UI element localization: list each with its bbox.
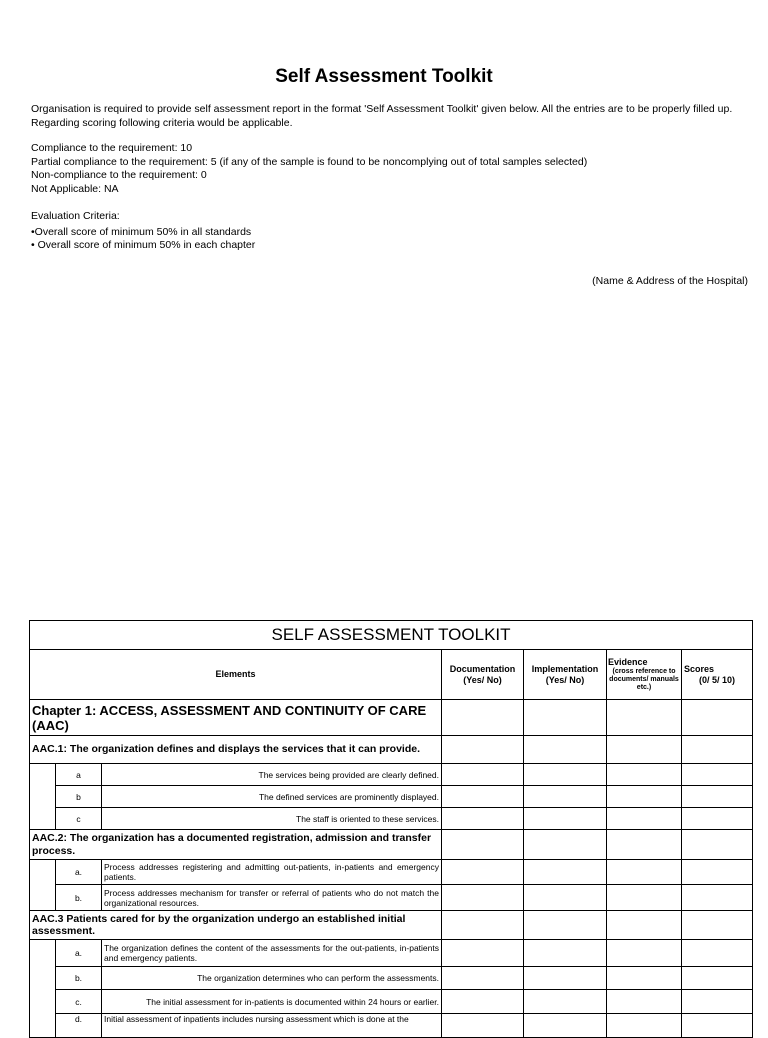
chapter-title: Chapter 1: ACCESS, ASSESSMENT AND CONTINUITY OF CARE (AAC) [30, 700, 442, 736]
element-row [30, 1014, 753, 1038]
header-scores: Scores (0/ 5/ 10) [682, 650, 753, 700]
evidence-cell[interactable] [607, 764, 682, 786]
header-documentation: Documentation (Yes/ No) [442, 650, 524, 700]
scoring-line: Compliance to the requirement: 10 [31, 142, 193, 154]
documentation-cell[interactable] [442, 830, 524, 860]
standard-title: AAC.1: The organization defines and displays the services that it can provide. [30, 736, 442, 764]
evidence-cell[interactable] [607, 860, 682, 885]
evidence-cell[interactable] [607, 808, 682, 830]
implementation-cell[interactable] [524, 967, 607, 990]
score-cell[interactable] [682, 990, 753, 1014]
standard-row [30, 911, 753, 940]
element-label: b. [56, 967, 102, 990]
chapter-row [30, 700, 753, 736]
scoring-line: Not Applicable: NA [31, 182, 119, 195]
evidence-cell[interactable] [607, 786, 682, 808]
element-row [30, 885, 753, 911]
evidence-cell[interactable] [607, 940, 682, 967]
score-cell[interactable] [682, 808, 753, 830]
element-row [30, 808, 753, 830]
element-label: b. [56, 885, 102, 911]
implementation-cell[interactable] [524, 830, 607, 860]
toolkit-title: SELF ASSESSMENT TOOLKIT [30, 621, 753, 650]
documentation-cell[interactable] [442, 786, 524, 808]
self-assessment-table [29, 620, 753, 1038]
score-cell[interactable] [682, 830, 753, 860]
documentation-cell[interactable] [442, 764, 524, 786]
scoring-criteria [31, 142, 587, 196]
score-cell[interactable] [682, 860, 753, 885]
evaluation-item: •Overall score of minimum 50% in all standards [31, 225, 252, 238]
indent-cell [30, 940, 56, 1038]
element-row [30, 860, 753, 885]
element-text: The organization defines the content of the assessments for the out-patients, in-patients and emergency patients. [102, 940, 442, 967]
implementation-cell[interactable] [524, 736, 607, 764]
score-cell[interactable] [682, 736, 753, 764]
evidence-cell[interactable] [607, 830, 682, 860]
implementation-cell[interactable] [524, 764, 607, 786]
element-text: The initial assessment for in-patients is documented within 24 hours or earlier. [102, 990, 442, 1014]
evidence-cell[interactable] [607, 885, 682, 911]
element-row [30, 940, 753, 967]
standard-title: AAC.3 Patients cared for by the organization undergo an established initial assessment. [30, 911, 442, 940]
element-label: b [56, 786, 102, 808]
documentation-cell[interactable] [442, 1014, 524, 1038]
implementation-cell[interactable] [524, 786, 607, 808]
element-text: The organization determines who can perform the assessments. [102, 967, 442, 990]
indent-cell [30, 764, 56, 830]
element-label: a [56, 764, 102, 786]
documentation-cell[interactable] [442, 736, 524, 764]
page-title: Self Assessment Toolkit [275, 66, 493, 87]
element-row [30, 967, 753, 990]
indent-cell [30, 860, 56, 911]
element-label: a. [56, 860, 102, 885]
element-text: Process addresses mechanism for transfer or referral of patients who do not match the organizational resources. [102, 885, 442, 911]
evidence-cell[interactable] [607, 736, 682, 764]
documentation-cell[interactable] [442, 990, 524, 1014]
documentation-cell[interactable] [442, 885, 524, 911]
standard-row [30, 736, 753, 764]
element-label: c [56, 808, 102, 830]
intro-paragraph: Organisation is required to provide self assessment report in the format 'Self Assessment Toolkit' given below. All the entries are to be properly filled up. Regarding scoring following criteria would be applicable. [31, 103, 733, 129]
element-row [30, 786, 753, 808]
implementation-cell[interactable] [524, 808, 607, 830]
implementation-cell[interactable] [524, 940, 607, 967]
standard-row [30, 830, 753, 860]
score-cell[interactable] [682, 786, 753, 808]
evaluation-criteria [31, 210, 255, 253]
documentation-cell[interactable] [442, 940, 524, 967]
implementation-cell[interactable] [524, 990, 607, 1014]
score-cell[interactable] [682, 940, 753, 967]
documentation-cell[interactable] [442, 700, 524, 736]
element-text: Initial assessment of inpatients includes nursing assessment which is done at the [102, 1014, 442, 1038]
documentation-cell[interactable] [442, 911, 524, 940]
evaluation-item: • Overall score of minimum 50% in each chapter [31, 239, 256, 251]
documentation-cell[interactable] [442, 808, 524, 830]
score-cell[interactable] [682, 967, 753, 990]
score-cell[interactable] [682, 885, 753, 911]
header-elements: Elements [30, 650, 442, 700]
implementation-cell[interactable] [524, 911, 607, 940]
element-text: Process addresses registering and admitting out-patients, in-patients and emergency patients. [102, 860, 442, 885]
element-row [30, 990, 753, 1014]
element-label: a. [56, 940, 102, 967]
implementation-cell[interactable] [524, 700, 607, 736]
element-row [30, 764, 753, 786]
scoring-line: Partial compliance to the requirement: 5 (if any of the sample is found to be noncomplying out of total samples selected) [31, 155, 588, 168]
scoring-line: Non-compliance to the requirement: 0 [31, 169, 207, 181]
evidence-cell[interactable] [607, 911, 682, 940]
element-text: The services being provided are clearly defined. [102, 764, 442, 786]
header-evidence: Evidence (cross reference to documents/ manuals etc.) [607, 650, 682, 700]
evidence-cell[interactable] [607, 700, 682, 736]
standard-title: AAC.2: The organization has a documented registration, admission and transfer process. [30, 830, 442, 860]
evidence-cell[interactable] [607, 1014, 682, 1038]
score-cell[interactable] [682, 1014, 753, 1038]
score-cell[interactable] [682, 911, 753, 940]
element-label: c. [56, 990, 102, 1014]
documentation-cell[interactable] [442, 860, 524, 885]
score-cell[interactable] [682, 764, 753, 786]
evidence-cell[interactable] [607, 990, 682, 1014]
implementation-cell[interactable] [524, 885, 607, 911]
implementation-cell[interactable] [524, 1014, 607, 1038]
evidence-cell[interactable] [607, 967, 682, 990]
score-cell[interactable] [682, 700, 753, 736]
implementation-cell[interactable] [524, 860, 607, 885]
element-text: The defined services are prominently displayed. [102, 786, 442, 808]
element-text: The staff is oriented to these services. [102, 808, 442, 830]
element-label: d. [56, 1014, 102, 1038]
hospital-name-address: (Name & Address of the Hospital) [592, 275, 748, 287]
header-implementation: Implementation (Yes/ No) [524, 650, 607, 700]
evaluation-heading: Evaluation Criteria: [31, 210, 120, 222]
documentation-cell[interactable] [442, 967, 524, 990]
